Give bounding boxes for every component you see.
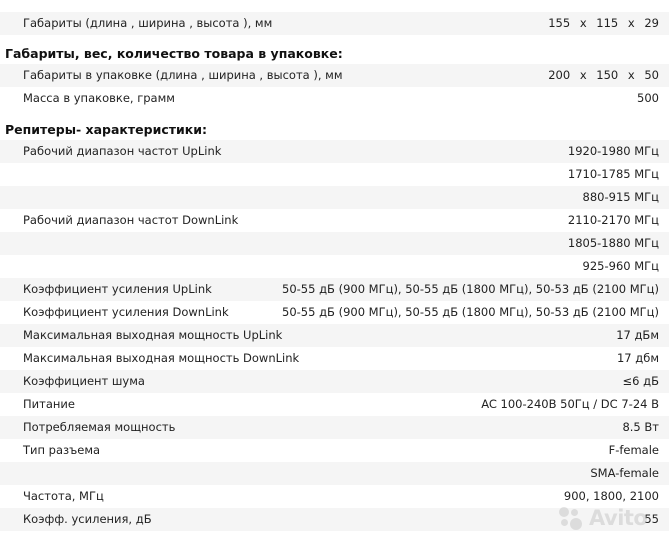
spec-row	[0, 255, 669, 278]
spec-value: 2110-2170 МГц	[567, 213, 659, 227]
spec-value: 880-915 МГц	[582, 190, 659, 204]
spec-row	[0, 416, 669, 439]
spec-value: 1710-1785 МГц	[567, 167, 659, 181]
spec-label: Потребляемая мощность	[23, 420, 176, 434]
spec-row	[0, 186, 669, 209]
spec-label: Рабочий диапазон частот DownLink	[23, 213, 239, 227]
spec-value: 900, 1800, 2100	[563, 489, 659, 503]
spec-value: 500	[637, 91, 659, 105]
spec-label: Частота, МГц	[23, 489, 104, 503]
spec-value: F-female	[608, 443, 659, 457]
spec-value: 17 дБм	[616, 328, 659, 342]
spec-row	[0, 370, 669, 393]
spec-label: Рабочий диапазон частот UpLink	[23, 144, 222, 158]
spec-label: Коэффициент шума	[23, 374, 145, 388]
spec-value: ≤6 дБ	[622, 374, 659, 388]
spec-value: AC 100-240В 50Гц / DC 7-24 В	[481, 397, 659, 411]
spec-value: SMA-female	[590, 466, 659, 480]
spec-value: 50-55 дБ (900 МГц), 50-55 дБ (1800 МГц), 50-53 дБ (2100 МГц)	[282, 305, 659, 319]
spec-value: 925-960 МГц	[582, 259, 659, 273]
spec-row	[0, 232, 669, 255]
spec-row	[0, 140, 669, 163]
spec-row	[0, 64, 669, 87]
spec-row	[0, 393, 669, 416]
spec-value: 1805-1880 МГц	[567, 236, 659, 250]
spec-row	[0, 462, 669, 485]
spec-value: 155 x 115 x 29	[548, 16, 659, 30]
spec-row	[0, 347, 669, 370]
spec-row	[0, 163, 669, 186]
spec-value: 8.5 Вт	[622, 420, 659, 434]
spec-row	[0, 439, 669, 462]
spec-row	[0, 278, 669, 301]
spec-label: Максимальная выходная мощность UpLink	[23, 328, 283, 342]
section-title-repeater: Репитеры- характеристики:	[5, 122, 207, 137]
spec-value: 1920-1980 МГц	[567, 144, 659, 158]
spec-row	[0, 12, 669, 35]
spec-label: Габариты в упаковке (длина , ширина , высота ), мм	[23, 68, 343, 82]
spec-label: Масса в упаковке, грамм	[23, 91, 175, 105]
section-title-packaging: Габариты, вес, количество товара в упаковке:	[5, 46, 343, 61]
spec-value: 200 x 150 x 50	[548, 68, 659, 82]
spec-label: Тип разъема	[23, 443, 101, 457]
spec-value: 55	[644, 512, 659, 526]
spec-label: Габариты (длина , ширина , высота ), мм	[23, 16, 273, 30]
spec-label: Максимальная выходная мощность DownLink	[23, 351, 300, 365]
spec-row	[0, 324, 669, 347]
spec-label: Питание	[23, 397, 75, 411]
spec-row	[0, 87, 669, 110]
spec-row	[0, 301, 669, 324]
spec-label: Коэффициент усиления DownLink	[23, 305, 229, 319]
spec-row	[0, 508, 669, 531]
watermark-text: Avito	[589, 506, 648, 530]
spec-label: Коэффициент усиления UpLink	[23, 282, 212, 296]
spec-value: 17 дбм	[616, 351, 659, 365]
spec-value: 50-55 дБ (900 МГц), 50-55 дБ (1800 МГц), 50-53 дБ (2100 МГц)	[282, 282, 659, 296]
spec-row	[0, 209, 669, 232]
spec-label: Коэфф. усиления, дБ	[23, 512, 152, 526]
spec-row	[0, 485, 669, 508]
